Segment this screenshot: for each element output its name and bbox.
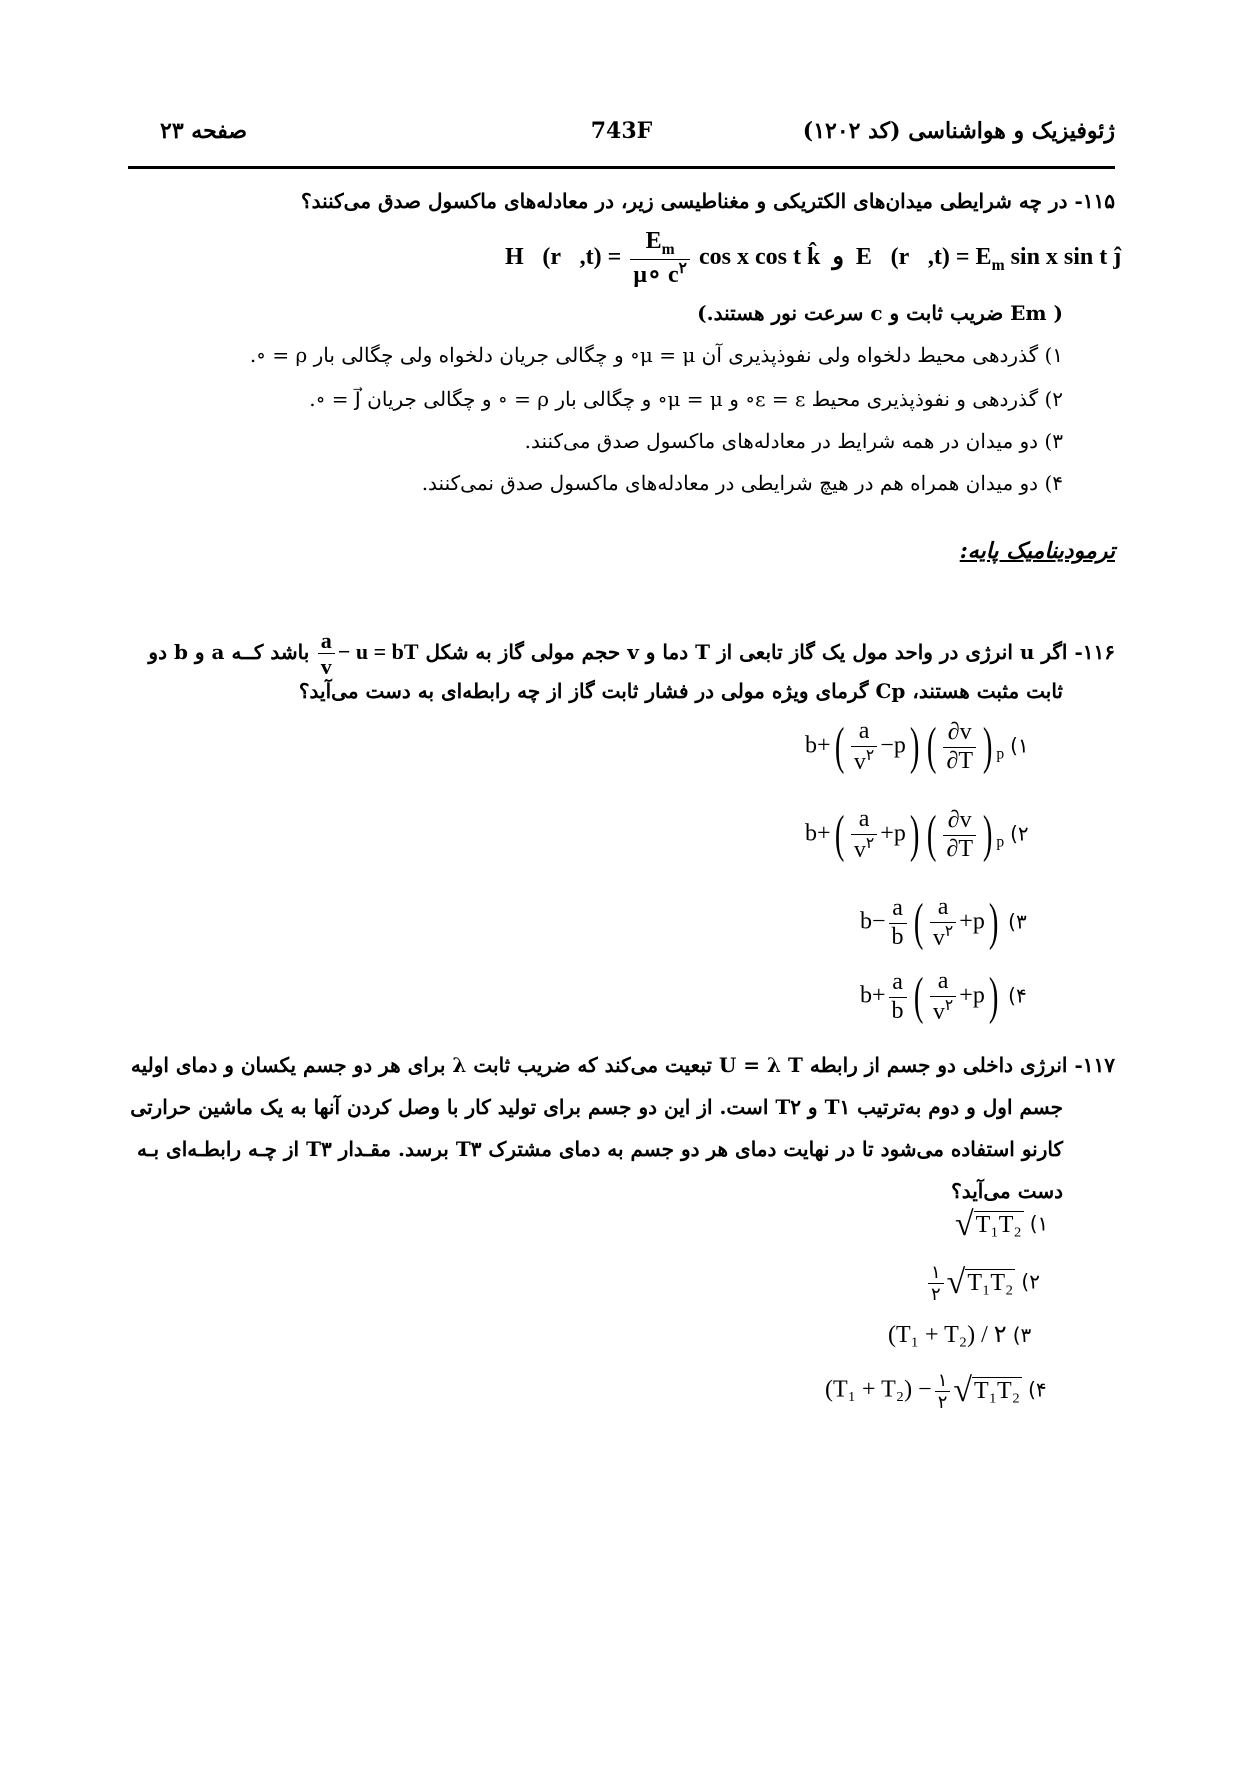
question-115-option-4[interactable]: ۴) دو میدان همراه هم در هیچ شرایطی در معادله‌های ماکسول صدق نمی‌کنند. [421,471,1063,495]
question-117-line-4: دست می‌آید؟ [951,1179,1063,1203]
question-116-option-2[interactable]: b+( $\frac{a}{v^۲}$ +p) ( $\frac{\partial v}{\partial T}$ ) $_p$ (۲ [805,806,1029,864]
question-text: در چه شرایطی میدان‌های الکتریکی و مغناطیسی زیر، در معادله‌های ماکسول صدق می‌کنند؟ [300,189,1068,213]
header-divider [128,166,1115,169]
option-label: (۳ [1012,1323,1032,1347]
question-117-option-3[interactable]: (T₁ + T₂) / ۲ (۳ [888,1322,1032,1348]
question-116-option-1[interactable]: b+( $\frac{a}{v^۲}$ −p) ( $\frac{\partial v}{\partial T}$ ) $_p$ (۱ [805,718,1029,776]
option-label: (۲ [1021,1269,1040,1294]
internal-energy-formula: u = bT − $\frac{a}{v}$ [309,639,418,664]
question-117-line-2: جسم اول و دوم به‌ترتیب T۱ و T۲ است. از این دو جسم برای تولید کار با وصل کردن آنها به یک ماشین حرارتی [130,1095,1063,1119]
question-number: ۱۱۶- [1074,639,1115,664]
question-116-option-3[interactable]: b− $\frac{a}{b}$ ( $\frac{a}{v^۲}$ +p) (۳ [860,894,1027,952]
question-117-option-2[interactable]: $\frac{۱}{۲}$ √T₁T₂ (۲ [925,1262,1040,1304]
question-text-cont: باشد کــه a و b دو [148,639,310,664]
question-115-option-2[interactable]: ۲) گذردهی و نفوذپذیری محیط ε = ε∘ و μ = μ∘ و چگالی بار ρ = ∘ و چگالی جریان J⃗ = ∘. [309,387,1063,411]
question-115-note: ( Em ضریب ثابت و c سرعت نور هستند.) [697,301,1063,325]
option-label: (۴ [1008,983,1027,1008]
question-number: ۱۱۵- [1074,189,1115,213]
page-number: صفحه ۲۳ [160,118,248,144]
question-117-option-4[interactable]: (T₁ + T₂) − $\frac{۱}{۲}$ √T₁T₂ (۴ [825,1370,1047,1412]
option-label: (۴ [1028,1377,1047,1402]
h-field-tail: cos x cos t k̂ [698,244,821,271]
question-115-stem [115,188,1115,214]
exam-title: ژئوفیزیک و هواشناسی (کد ۱۲۰۲) [802,118,1115,144]
question-text: انرژی داخلی دو جسم از رابطه U = λ T تبعیت می‌کند که ضریب ثابت λ برای هر دو جسم یکسان و دمای اولیه [130,1053,1068,1077]
question-text: اگر u انرژی در واحد مول یک گاز تابعی از T دما و v حجم مولی گاز به شکل [425,639,1068,664]
question-number: ۱۱۷- [1074,1053,1115,1077]
question-117-option-1[interactable]: √T₁T₂ (۱ [955,1206,1049,1243]
conjunction: و [832,244,844,271]
e-field-lhs: E⃗(r⃗,t) = E [855,244,992,271]
h-field-fraction: $\frac{E_m}{\mu\circ c^۲}$ [630,228,690,289]
option-label: (۱ [1029,1211,1049,1236]
e-field-tail: sin x sin t ĵ [1004,244,1122,271]
option-label: (۳ [1008,909,1027,934]
h-field-lhs: H⃗(r⃗,t) = [505,244,622,271]
question-117-line-1 [115,1052,1115,1078]
option-label: (۲ [1010,821,1029,846]
maxwell-fields-equation: H⃗(r⃗,t) = $\frac{E_m}{\mu\circ c^۲}$ cos x cos t k̂ و E⃗(r⃗,t) = $E_m$ sin x sin t ĵ [505,228,1122,288]
booklet-code: 743F [590,118,653,144]
section-title: ترمودینامیک پایه: [959,538,1115,564]
question-116-stem-line-2: ثابت مثبت هستند، Cp گرمای ویژه مولی در فشار ثابت گاز از چه رابطه‌ای به دست می‌آید؟ [298,679,1063,703]
question-115-option-3[interactable]: ۳) دو میدان در همه شرایط در معادله‌های ماکسول صدق می‌کنند. [524,429,1063,453]
question-116-option-4[interactable]: b+ $\frac{a}{b}$ ( $\frac{a}{v^۲}$ +p) (۴ [860,968,1027,1026]
question-116-stem-line-1 [115,628,1115,680]
question-115-option-1[interactable]: ۱) گذردهی محیط دلخواه ولی نفوذپذیری آن μ = μ∘ و چگالی جریان دلخواه ولی چگالی بار ρ = ∘. [249,343,1063,367]
question-117-line-3: کارنو استفاده می‌شود تا در نهایت دمای هر دو جسم به دمای مشترک T۳ برسد. مقـدار T۳ از چـه رابطـه‌ای بـه [136,1137,1063,1161]
option-label: (۱ [1010,733,1029,758]
